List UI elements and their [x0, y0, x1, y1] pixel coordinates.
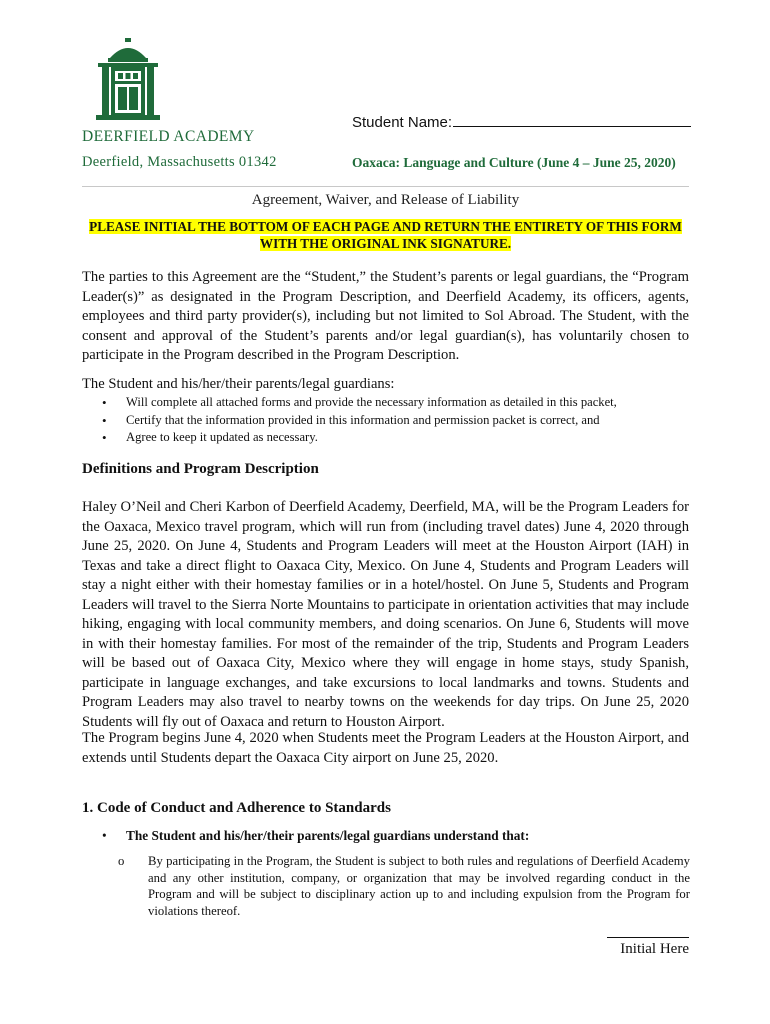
list-item: • Certify that the information provided in this information and permission packet is correct, and	[100, 412, 690, 430]
list-item: • Will complete all attached forms and provide the necessary information as detailed in this packet,	[100, 394, 690, 412]
doorway-logo-icon	[96, 38, 160, 120]
program-begins-paragraph: The Program begins June 4, 2020 when Students meet the Program Leaders at the Houston Airport, and extends until Students depart the Oaxaca City airport on June 25, 2020.	[82, 730, 689, 766]
header-divider	[82, 186, 689, 187]
section-1-subitem-text: By participating in the Program, the Student is subject to both rules and regulations of Deerfield Academy and any other institution, company, or organization that may be involved regarding conduct in the Program and will be subject to disciplinary action up to and including expulsion from the Program for violations thereof.	[148, 854, 690, 918]
academy-name: DEERFIELD ACADEMY	[82, 128, 255, 145]
initial-here-label: Initial Here	[620, 941, 689, 957]
intro-paragraph: The parties to this Agreement are the “Student,” the Student’s parents or legal guardians, the “Program Leader(s)” as designated in the Program Description, and Deerfield Academy, its officers, agents, employees and third party provider(s), including but not limited to Sol Abroad. The Student, with the consent and approval of the Student’s parents and/or legal guardian(s), has voluntarily chosen to participate in the Program described in the Program Description.	[82, 269, 689, 363]
initial-line[interactable]	[607, 937, 689, 938]
bullet-icon: •	[102, 828, 107, 843]
document-title: Agreement, Waiver, and Release of Liability	[251, 192, 520, 208]
academy-address: Deerfield, Massachusetts 01342	[82, 154, 277, 170]
guardian-bullet-list	[100, 394, 690, 447]
program-title: Oaxaca: Language and Culture (June 4 – June 25, 2020)	[352, 155, 676, 170]
initial-instruction	[82, 218, 689, 252]
section-1-heading: 1. Code of Conduct and Adherence to Standards	[82, 800, 391, 816]
circle-bullet-icon: o	[118, 854, 125, 868]
deerfield-academy-logo	[96, 38, 160, 120]
instruction-highlight: PLEASE INITIAL THE BOTTOM OF EACH PAGE AND RETURN THE ENTIRETY OF THIS FORM WITH THE ORIGINAL INK SIGNATURE.	[89, 219, 682, 251]
list-item: • Agree to keep it updated as necessary.	[100, 429, 690, 447]
section-1-bullet-text: The Student and his/her/their parents/legal guardians understand that:	[126, 828, 530, 843]
student-name-field[interactable]	[352, 112, 691, 131]
definitions-heading: Definitions and Program Description	[82, 461, 319, 477]
definitions-paragraph: Haley O’Neil and Cheri Karbon of Deerfield Academy, Deerfield, MA, will be the Program Leaders for the Oaxaca, Mexico travel program, which will run from (including travel dates) June 4, 2020 through June 25, 2020. On June 4, Students and Program Leaders will meet at the Houston Airport (IAH) in Texas and take a direct flight to Oaxaca City, Mexico. On June 4, Students and Program Leaders will stay a night either with their homestay families or in a hotel/hostel. On June 5, Students and Program Leaders will travel to the Sierra Norte Mountains to participate in orientation activities that may include hiking, engaging with local community members, and doing scenarios. On June 6, Students will move in with their homestay families. For most of the remainder of the trip, Students and Program Leaders will be based out of Oaxaca City, Mexico where they will engage in home stays, study Spanish, participate in language exchanges, and take excursions to local landmarks and towns. Students and Program Leaders may also travel to nearby towns on the weekends for day trips. On June 25, 2020 Students will fly out of Oaxaca and return to Houston Airport.	[82, 499, 689, 730]
section-1-subitem	[118, 853, 690, 919]
section-1-bullet	[100, 827, 690, 845]
guardians-intro: The Student and his/her/their parents/legal guardians:	[82, 376, 395, 392]
student-name-label: Student Name:	[352, 114, 453, 131]
student-name-line[interactable]	[453, 112, 691, 127]
